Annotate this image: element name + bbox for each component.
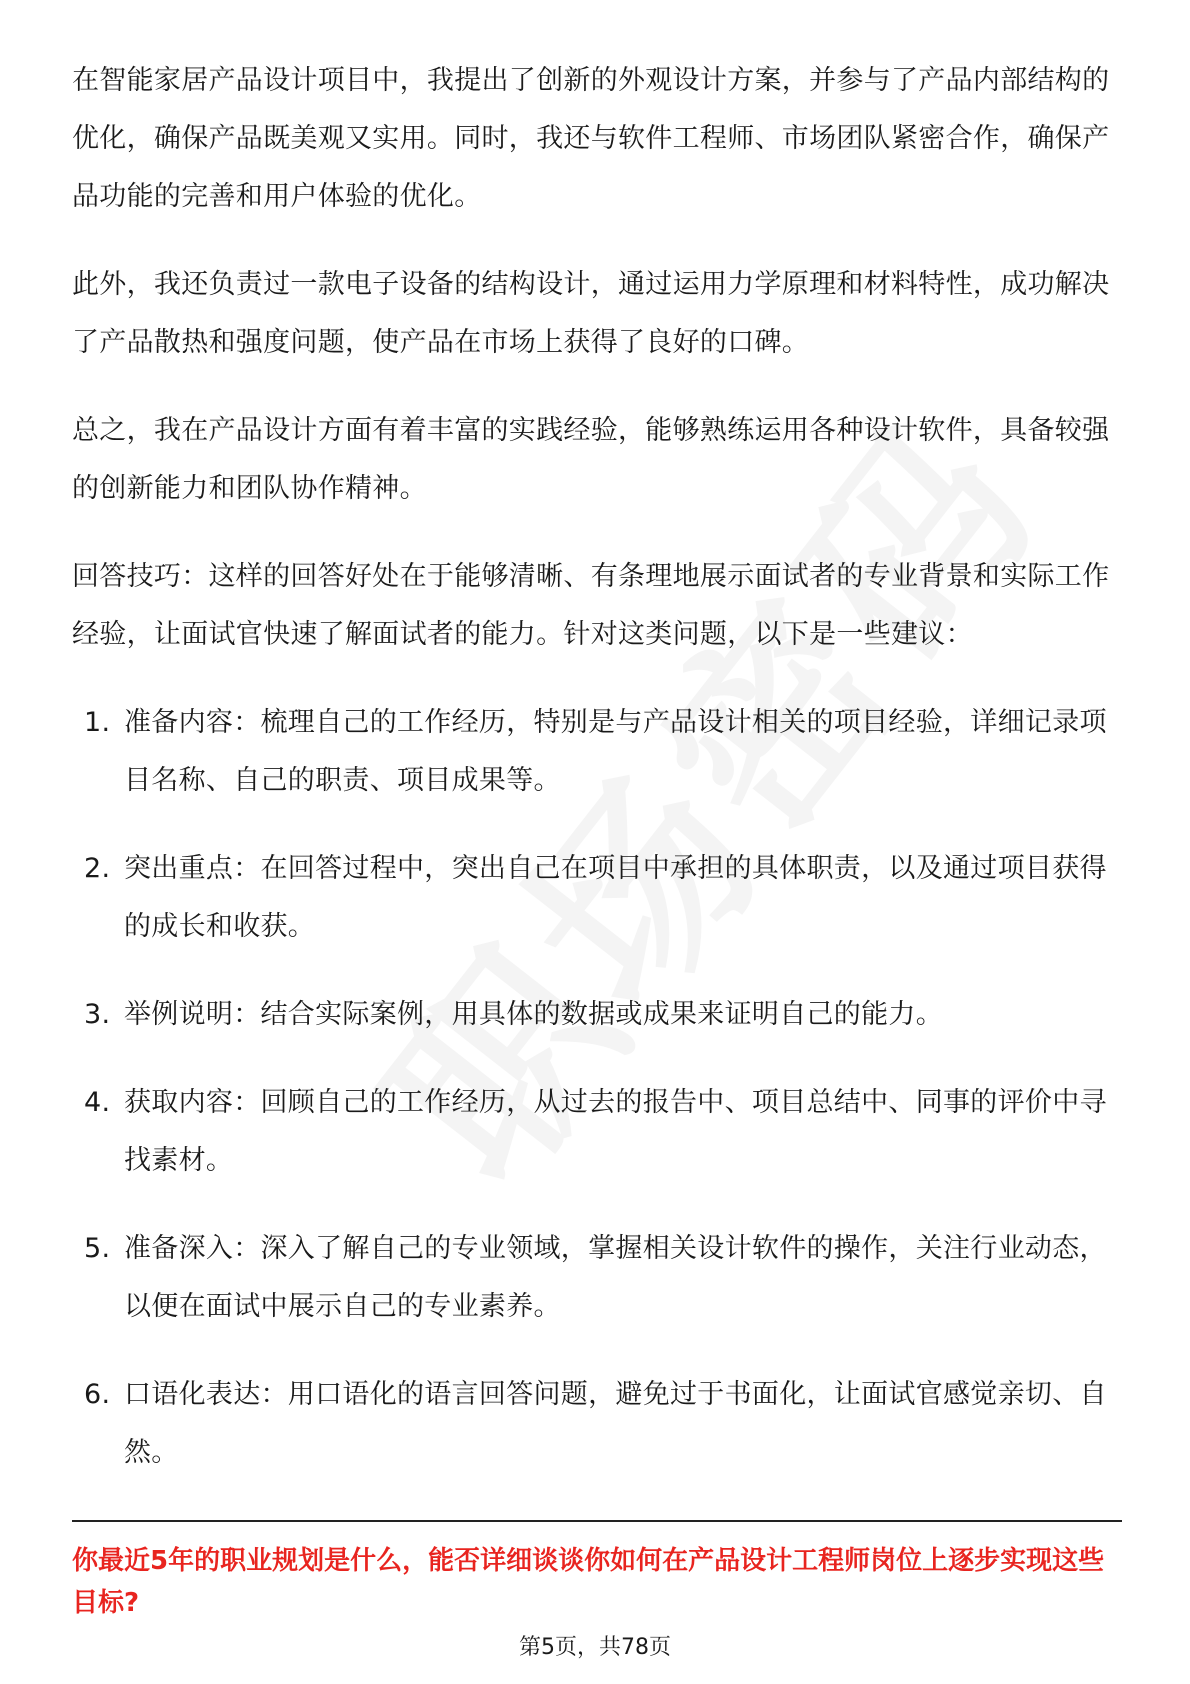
list-item: [72, 986, 1122, 1044]
document-body: [72, 52, 1122, 1512]
list-item: [72, 1220, 1122, 1336]
paragraph-electronic-device: 此外，我还负责过一款电子设备的结构设计，通过运用力学原理和材料特性，成功解决了产品散热和强度问题，使产品在市场上获得了良好的口碑。: [72, 269, 1110, 358]
list-item-text: 举例说明：结合实际案例，用具体的数据或成果来证明自己的能力。: [124, 999, 943, 1030]
section-divider: [72, 1520, 1122, 1522]
next-question-heading: 你最近5年的职业规划是什么，能否详细谈谈你如何在产品设计工程师岗位上逐步实现这些目标?: [72, 1546, 1105, 1618]
paragraph-summary: 总之，我在产品设计方面有着丰富的实践经验，能够熟练运用各种设计软件，具备较强的创新能力和团队协作精神。: [72, 415, 1110, 504]
list-item-text: 突出重点：在回答过程中，突出自己在项目中承担的具体职责，以及通过项目获得的成长和收获。: [124, 853, 1107, 942]
list-item-number: 5.: [84, 1233, 111, 1264]
list-item: [72, 840, 1122, 956]
list-item-number: 2.: [84, 853, 111, 884]
tips-list: [72, 694, 1122, 1482]
list-item-number: 6.: [84, 1379, 111, 1410]
list-item-text: 准备深入：深入了解自己的专业领域，掌握相关设计软件的操作，关注行业动态，以便在面试中展示自己的专业素养。: [124, 1233, 1107, 1322]
list-item-text: 获取内容：回顾自己的工作经历，从过去的报告中、项目总结中、同事的评价中寻找素材。: [124, 1087, 1107, 1176]
paragraph-project-smart-home: 在智能家居产品设计项目中，我提出了创新的外观设计方案，并参与了产品内部结构的优化，确保产品既美观又实用。同时，我还与软件工程师、市场团队紧密合作，确保产品功能的完善和用户体验的优化。: [72, 65, 1110, 212]
list-item-number: 3.: [84, 999, 111, 1030]
list-item-text: 口语化表达：用口语化的语言回答问题，避免过于书面化，让面试官感觉亲切、自然。: [124, 1379, 1107, 1468]
list-item: [72, 1074, 1122, 1190]
list-item: [72, 694, 1122, 810]
list-item: [72, 1366, 1122, 1482]
list-item-number: 1.: [84, 707, 111, 738]
list-item-text: 准备内容：梳理自己的工作经历，特别是与产品设计相关的项目经验，详细记录项目名称、自己的职责、项目成果等。: [124, 707, 1107, 796]
list-item-number: 4.: [84, 1087, 111, 1118]
paragraph-answer-tips: 回答技巧：这样的回答好处在于能够清晰、有条理地展示面试者的专业背景和实际工作经验，让面试官快速了解面试者的能力。针对这类问题，以下是一些建议：: [72, 561, 1110, 650]
page-number: 第5页，共78页: [519, 1635, 671, 1660]
